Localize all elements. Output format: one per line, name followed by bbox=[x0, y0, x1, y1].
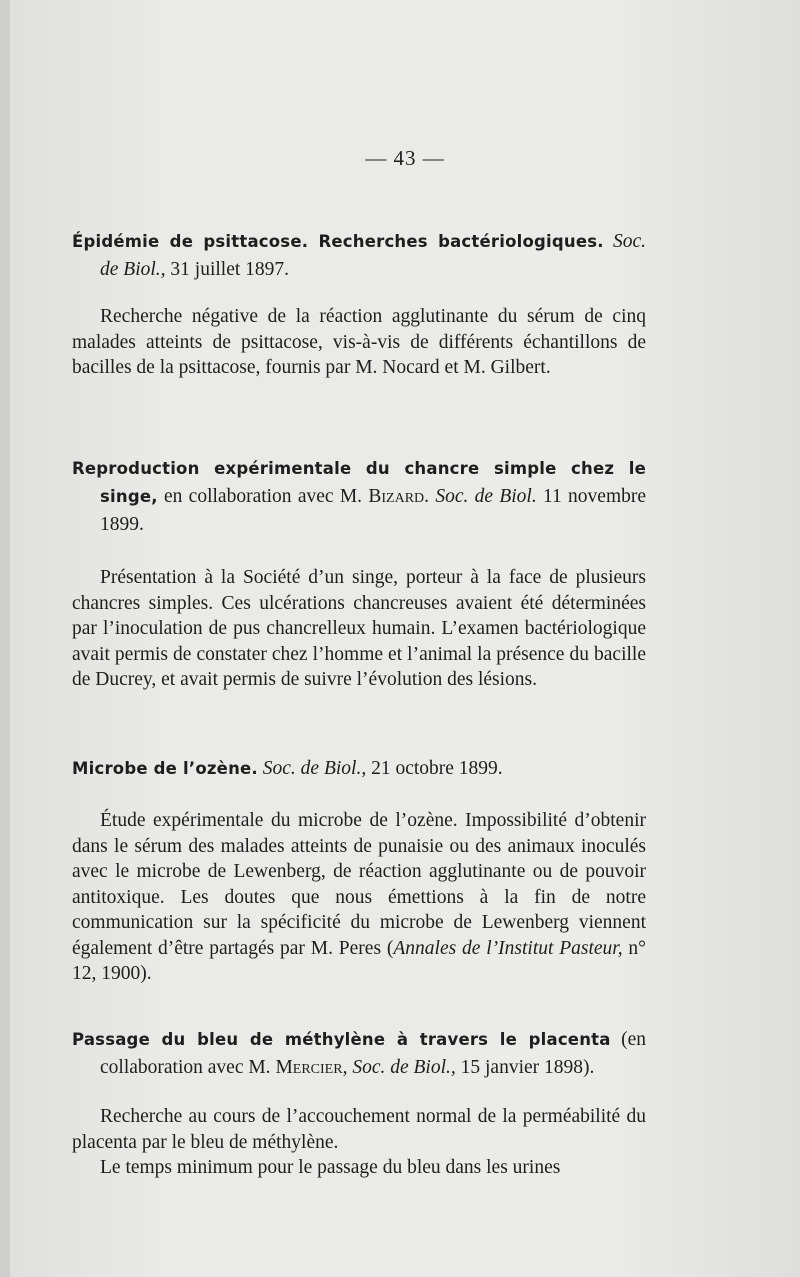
entry-bleu-methylene bbox=[72, 1026, 646, 1181]
citation-journal: Soc. de Biol., bbox=[100, 231, 647, 280]
entry-body bbox=[72, 808, 646, 987]
entry-heading bbox=[72, 1026, 646, 1082]
body-text: Étude expérimentale du microbe de l’ozène. Impossibilité d’obtenir dans le sérum des malades atteints de punaisie ou des animaux inoculés avec le microbe de Lewenberg, de réaction agglutinante ou de pouvoir antitoxique. Les doutes que nous émettions à la fin de notre communication sur la spécificité du microbe de Lewenberg viennent également d’être partagés par M. Peres ( bbox=[72, 810, 646, 959]
entry-body-continued: Le temps minimum pour le passage du bleu dans les urines bbox=[100, 1157, 561, 1178]
entry-psittacose bbox=[72, 228, 646, 381]
entry-body: Recherche négative de la réaction agglutinante du sérum de cinq malades atteints de psittacose, vis-à-vis de différents échantillons de bacilles de la psittacose, fournis par M. Nocard et M. Gilbert. bbox=[72, 306, 646, 378]
collaborator-name: Bizard bbox=[368, 486, 425, 507]
entry-title: Passage du bleu de méthylène à travers le placenta bbox=[72, 1030, 611, 1049]
citation-date: 21 octobre 1899. bbox=[366, 758, 503, 779]
entry-title: Épidémie de psittacose. Recherches bactériologiques. bbox=[72, 232, 604, 251]
body-journal: Annales de l’Institut Pasteur, bbox=[393, 937, 623, 959]
collaboration-text: (en collaboration avec M. bbox=[100, 1029, 646, 1078]
collaboration-text: en collaboration avec M. bbox=[157, 486, 369, 507]
citation-journal: Soc. de Biol., bbox=[262, 758, 367, 779]
body-text-end: n° 12, 1900). bbox=[72, 937, 646, 984]
entry-body: Présentation à la Société d’un singe, porteur à la face de plusieurs chancres simples. Ces ulcérations chancreuses avaient été déterminées par l’inoculation de pus chancrelleux humain. L’examen bactériologique avait permis de constater chez l’homme et l’animal la présence du bacille de Ducrey, et avait permis de suivre l’évolution des lésions. bbox=[72, 567, 646, 690]
entry-title: Reproduction expérimentale du chancre simple chez le singe, bbox=[72, 459, 646, 506]
citation-journal: Soc. de Biol. bbox=[435, 486, 537, 507]
entry-heading bbox=[72, 455, 646, 539]
citation-journal: Soc. de Biol., bbox=[352, 1057, 456, 1078]
entry-heading bbox=[72, 755, 646, 783]
page-number: — 43 — bbox=[365, 146, 445, 170]
collaboration-separator: , bbox=[342, 1057, 353, 1078]
entry-heading bbox=[72, 228, 646, 284]
collaborator-name: Mercier bbox=[275, 1057, 343, 1078]
entry-title: Microbe de l’ozène. bbox=[72, 759, 258, 778]
entry-ozene bbox=[72, 755, 646, 987]
collaboration-separator: . bbox=[424, 486, 436, 507]
entry-chancre bbox=[72, 455, 646, 693]
citation-date: 15 janvier 1898). bbox=[455, 1057, 595, 1078]
citation-date: 11 novembre 1899. bbox=[100, 486, 647, 535]
entry-body: Recherche au cours de l’accouchement normal de la perméabilité du placenta par le bleu de méthylène. bbox=[72, 1106, 646, 1153]
citation-date: 31 juillet 1897. bbox=[165, 259, 290, 280]
book-page bbox=[10, 0, 800, 1277]
